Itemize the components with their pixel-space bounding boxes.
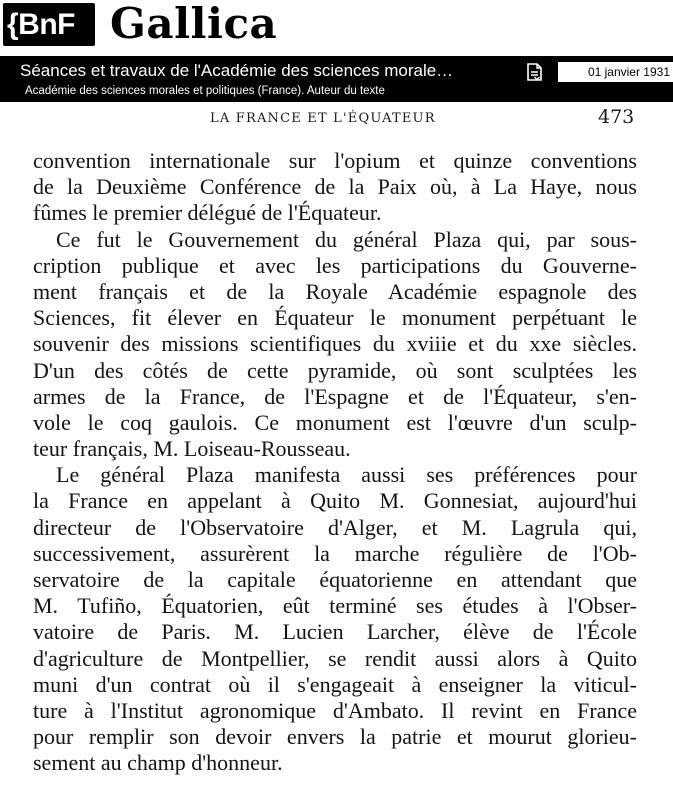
text-line: Sciences, fit élever en Équateur le monument perpétuant le <box>33 305 637 331</box>
text-line: vole le coq gaulois. Ce monument est l'œuvre d'un sculp- <box>33 409 637 435</box>
text-line: directeur de l'Observatoire d'Alger, et M. Lagrula qui, <box>33 514 637 540</box>
bnf-logo[interactable]: {BnF <box>3 3 95 46</box>
document-date: 01 janvier 1931 <box>558 62 673 82</box>
text-line: d'agriculture de Montpellier, se rendit aussi alors à Quito <box>33 645 637 671</box>
text-line: pour remplir son devoir envers la patrie et mourut glorieu- <box>33 724 637 750</box>
body-text <box>33 148 637 777</box>
text-line: successivement, assurèrent la marche régulière de l'Ob- <box>33 540 637 566</box>
text-line: D'un des côtés de cette pyramide, où sont sculptées les <box>33 357 637 383</box>
document-author: Académie des sciences morales et politiques (France). Auteur du texte <box>25 85 385 97</box>
text-line: de la Deuxième Conférence de la Paix où, à La Haye, nous <box>33 174 637 200</box>
document-title-bar <box>0 56 673 102</box>
text-line: vatoire de Paris. M. Lucien Larcher, élève de l'École <box>33 619 637 645</box>
text-line: ment français et de la Royale Académie espagnole des <box>33 278 637 304</box>
document-pdf-icon[interactable] <box>525 63 543 81</box>
text-line: ture à l'Institut agronomique d'Ambato. Il revint en France <box>33 697 637 723</box>
text-line: sement au champ d'honneur. <box>33 750 283 776</box>
text-line: muni d'un contrat où il s'engageait à enseigner la viticul- <box>33 671 637 697</box>
text-line: la France en appelant à Quito M. Gonnesiat, aujourd'hui <box>33 488 637 514</box>
text-line: servatoire de la capitale équatorienne en attendant que <box>33 567 637 592</box>
text-line: Ce fut le Gouvernement du général Plaza qui, par sous- <box>56 226 637 252</box>
text-line: cription publique et avec les participations du Gouverne- <box>33 252 637 278</box>
text-line: souvenir des missions scientifiques du xviiie et du xxe siècles. <box>33 331 637 357</box>
page-number: 473 <box>598 106 635 128</box>
gallica-header <box>0 0 673 56</box>
running-head: LA FRANCE ET L'ÉQUATEUR <box>210 111 436 126</box>
text-line: armes de la France, de l'Espagne et de l'Équateur, s'en- <box>33 383 637 409</box>
page-scan <box>0 102 673 801</box>
gallica-logo[interactable]: Gallica <box>110 0 278 48</box>
text-line: fûmes le premier délégué de l'Équateur. <box>33 200 382 226</box>
text-line: convention internationale sur l'opium et quinze conventions <box>33 148 637 173</box>
document-title[interactable]: Séances et travaux de l'Académie des sciences morale… <box>20 61 454 80</box>
text-line: teur français, M. Loiseau-Rousseau. <box>33 436 351 462</box>
text-line: Le général Plaza manifesta aussi ses préférences pour <box>56 462 637 488</box>
text-line: M. Tufiño, Équatorien, eût terminé ses études à l'Obser- <box>33 593 637 619</box>
